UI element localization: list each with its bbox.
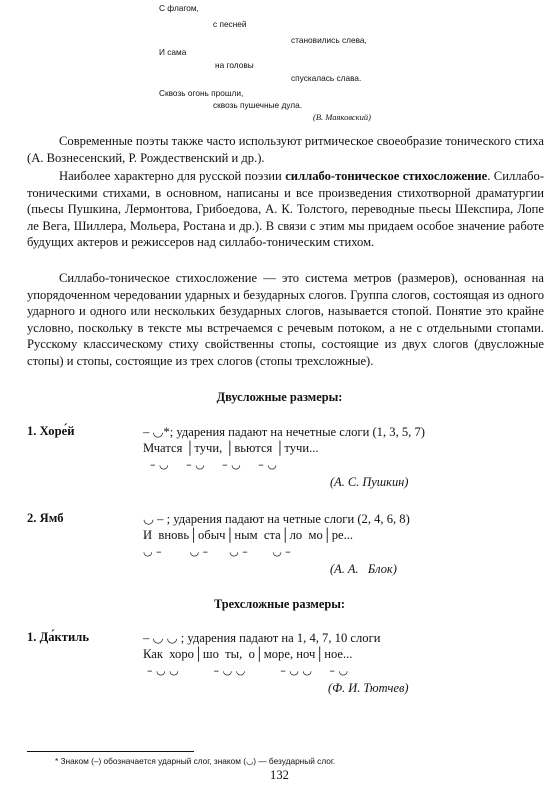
poem-line: С флагом,	[159, 3, 199, 13]
meter-attribution-iamb: (А. А. Блок)	[330, 562, 397, 576]
meter-example-iamb: И вновь│обыч│ным ста│ло мо│ре...	[143, 528, 354, 542]
footnote: * Знаком (–) обозначается ударный слог, знаком (◡) — безударный слог.	[55, 756, 336, 766]
poem-line: становились слева,	[291, 35, 367, 45]
meter-example-dactyl: Как хоро│шо ты, о│море, ноч│ное...	[143, 647, 353, 661]
paragraph-meters-definition: Силлабо-тоническое стихосложение — это система метров (размеров), основанная на упорядоченном чередовании ударных и безударных слогов. Группа слогов, состоящая из одного ударного и одного или нескольких безударных слогов, называется стопой. Понятие это крайне условно, поскольку в тексте мы встречаемся с речевым потоком, а не с отдельными стопами. Русскому классическому стиху свойственны стопы, состоящие из двух слогов (двусложные стопы) и стопы, состоящие из трех слогов (стопы трехсложные).	[27, 271, 544, 368]
meter-attribution-dactyl: (Ф. И. Тютчев)	[328, 681, 409, 695]
meter-scansion-iamb: ◡ – ◡ – ◡ – ◡ –	[143, 545, 291, 558]
meter-attribution-choree: (А. С. Пушкин)	[330, 475, 409, 489]
poem-line: сквозь пушечные дула.	[213, 100, 303, 110]
poem-line: на головы	[215, 60, 254, 70]
poem-author: (В. Маяковский)	[313, 112, 371, 122]
meter-scheme-iamb: ◡ – ; ударения падают на четные слоги (2, 4, 6, 8)	[143, 512, 410, 526]
paragraph-text: . Силлабо-тоническими стихами, в основном, написаны и все произведения стихотворной драматургии (пьесы Пушкина, Лермонтова, Грибоедова, А. К. Толстого, переводные пьесы Шекспира, Лопе ле Вега, Шиллера, Мольера, Ростана и др.). В связи с этим мы придаем особое значение работе будущих актеров и режиссеров над силлабо-тоническим стихом.	[27, 169, 545, 250]
meter-title-choree: 1. Хоре́й	[27, 424, 75, 438]
meter-example-choree: Мчатся │тучи, │вьются │тучи...	[143, 441, 319, 455]
key-term: силлабо-тоническое стихосложение	[285, 169, 488, 183]
poem-line: с песней	[213, 19, 247, 29]
paragraph-syllabo-tonic	[27, 168, 544, 251]
meter-scansion-choree: – ◡ – ◡ – ◡ – ◡	[150, 458, 277, 471]
meter-scansion-dactyl: – ◡ ◡ – ◡ ◡ – ◡ ◡ – ◡	[147, 664, 349, 677]
meter-title-dactyl: 1. Да́ктиль	[27, 630, 89, 644]
poem-line: И сама	[159, 47, 187, 57]
paragraph-modern-poets: Современные поэты также часто используют ритмическое своеобразие тонического стиха (А. Вознесенский, Р. Рождественский и др.).	[27, 134, 544, 165]
meter-scheme-dactyl: – ◡ ◡ ; ударения падают на 1, 4, 7, 10 слоги	[143, 631, 381, 645]
paragraph-text: Наиболее характерно для русской поэзии	[59, 169, 286, 183]
section-heading-disyllabic: Двусложные размеры:	[216, 390, 343, 404]
meter-scheme-choree: – ◡*; ударения падают на нечетные слоги (1, 3, 5, 7)	[143, 425, 425, 439]
section-heading-trisyllabic: Трехсложные размеры:	[213, 597, 346, 611]
poem-line: спускалась слава.	[291, 73, 362, 83]
meter-title-iamb: 2. Ямб	[27, 511, 64, 525]
footnote-separator	[27, 751, 194, 752]
poem-line: Сквозь огонь прошли,	[159, 88, 244, 98]
page-number: 132	[270, 768, 289, 782]
